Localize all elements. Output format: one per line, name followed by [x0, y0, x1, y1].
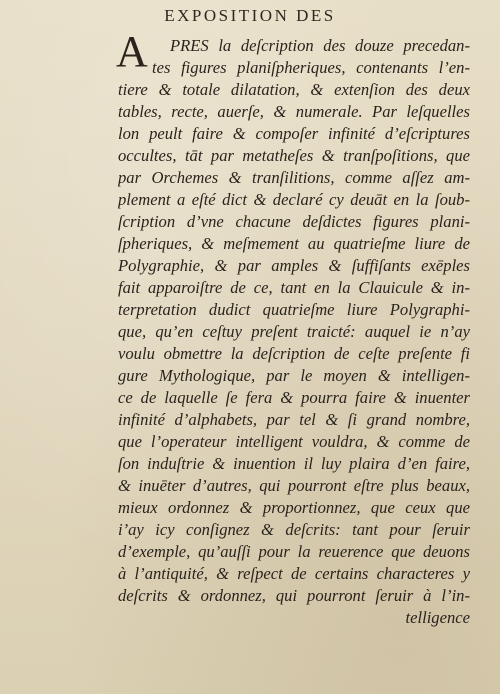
text-line: deſcrits & ordonnez, qui pourront ſeruir à l’in- — [118, 586, 470, 605]
text-line: d’exemple, qu’auſſi pour la reuerence que deuons — [118, 542, 470, 561]
text-line: plement a eſté dict & declaré cy deuāt en la ſoub- — [118, 190, 470, 209]
drop-cap: A — [116, 27, 148, 76]
text-line: & inuēter d’autres, qui pourront eſtre plus beaux, — [118, 476, 470, 495]
text-line: tables, recte, auerſe, & numerale. Par leſquelles — [118, 102, 470, 121]
text-line: terpretation dudict quatrieſme liure Polygraphi- — [118, 300, 470, 319]
text-line: voulu obmettre la deſcription de ceſte preſente fi — [118, 344, 470, 363]
text-line: lon peult faire & compoſer infinité d’eſcriptures — [118, 124, 470, 143]
text-line: fait apparoiſtre de ce, tant en la Clauicule & in- — [118, 278, 470, 297]
text-line: mieux ordonnez & proportionnez, que ceux que — [118, 498, 470, 517]
text-line: ſpheriques, & meſmement au quatrieſme liure de — [118, 234, 470, 253]
text-line: par Orchemes & tranſilitions, comme aſſez am- — [118, 168, 470, 187]
text-line: ſcription d’vne chacune deſdictes figures plani- — [118, 212, 470, 231]
text-line: i’ay icy conſignez & deſcrits: tant pour ſeruir — [118, 520, 470, 539]
text-line: à l’antiquité, & reſpect de certains characteres y — [118, 564, 470, 583]
text-line: ſon induſtrie & inuention il luy plaira d’en faire, — [118, 454, 470, 473]
text-line: infinité d’alphabets, par tel & ſi grand nombre, — [118, 410, 470, 429]
text-line: occultes, tāt par metatheſes & tranſpoſitions, que — [118, 146, 470, 165]
text-line: que, qu’en ceſtuy preſent traicté: auquel ie n’ay — [118, 322, 470, 341]
text-line: PRES la deſcription des douze precedan- — [170, 36, 470, 55]
text-line: telligence — [405, 608, 470, 627]
text-line: que l’operateur intelligent vouldra, & comme de — [118, 432, 470, 451]
text-line: gure Mythologique, par le moyen & intelligen- — [118, 366, 470, 385]
running-head: EXPOSITION DES — [164, 6, 336, 25]
text-line: Polygraphie, & par amples & ſuffiſants exēples — [118, 256, 470, 275]
text-line: tes figures planiſpheriques, contenants l’en- — [152, 58, 470, 77]
text-line: tiere & totale dilatation, & extenſion des deux — [118, 80, 470, 99]
text-line: ce de laquelle ſe fera & pourra faire & inuenter — [118, 388, 470, 407]
